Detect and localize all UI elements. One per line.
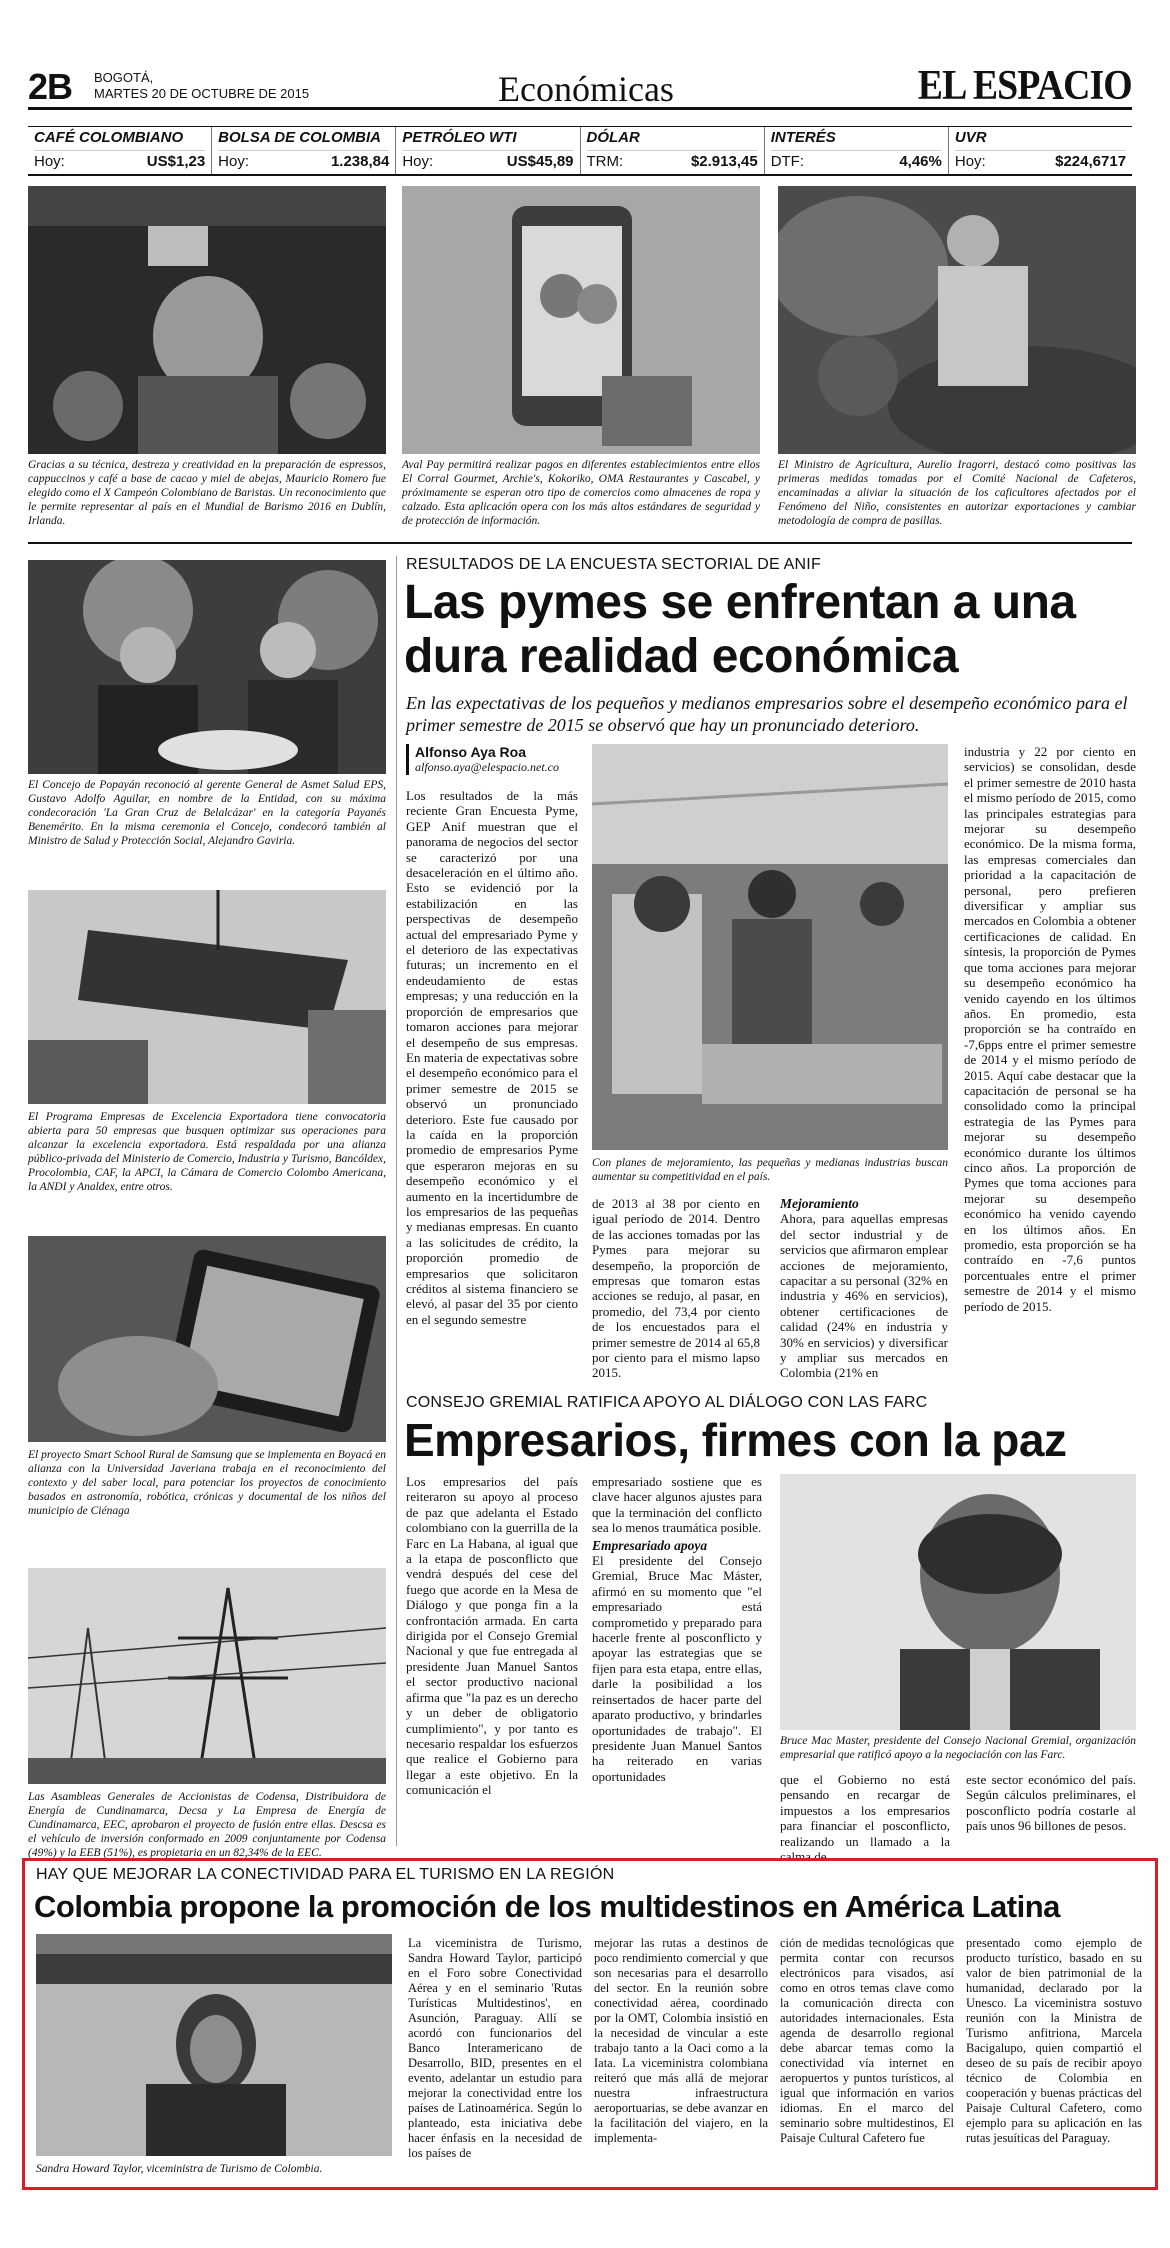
caption-barista: Gracias a su técnica, destreza y creatividad en la preparación de espressos, cappuccinos y café a base de cacao y miel de abejas, Mauricio Romero fue elegido como el X Campeón Colombiano de Baristas. Un reconocimiento que le permite representar al país en el Mundial de Barismo 2016 en Dublín, Irlanda. bbox=[28, 459, 386, 527]
divider bbox=[28, 542, 1132, 544]
article1-kicker: RESULTADOS DE LA ENCUESTA SECTORIAL DE ANIF bbox=[406, 556, 821, 573]
article3-column-2: mejorar las rutas a destinos de poco rendimiento comercial y que son necesarias para el desarrollo del sector. En la reunión sobre conectividad aérea, coordinado por la OMT, Colombia insistió en la necesidad de vincular a este trabajo tanto a la Oaci como a la Iata. La viceministra colombiana reiteró que más allá de mejorar nuestra infraestructura aeroportuarias, se debe avanzar en la facilitación del viajero, en la implementa- bbox=[594, 1936, 768, 2145]
article2-subhead: Empresariado apoya bbox=[592, 1537, 708, 1553]
author-name: Alfonso Aya Roa bbox=[415, 744, 526, 760]
indicator-uvr: UVR Hoy: $224,6717 bbox=[954, 129, 1127, 170]
popayan-council-photo bbox=[28, 560, 386, 774]
factory-workers-photo bbox=[592, 744, 948, 1150]
author-email: alfonso.aya@elespacio.net.co bbox=[415, 760, 560, 774]
dateline bbox=[94, 70, 309, 102]
article1-subhead: Mejoramiento bbox=[780, 1196, 859, 1211]
indicator-cafe: CAFÉ COLOMBIANO Hoy: US$1,23 bbox=[28, 127, 212, 174]
masthead bbox=[28, 62, 1132, 110]
indicator-interes: INTERÉS DTF: 4,46% bbox=[765, 127, 949, 174]
article1-column-4: industria y 22 por ciento en servicios) se consolidan, desde el primer semestre de 2010 hasta el mismo período de 2015, como las principales estrategias para mejorar su desempeño económico. De la misma forma, las empresas comerciales dan prioridad a la capacitación de personal, pero prefieren diversificar y ampliar sus mercados en Colombia a obtener certificaciones de calidad. En síntesis, la proporción de Pymes que toma acciones para mejorar su desempeño económico ha venido cayendo en los últimos años. En promedio, esta proporción se ha contraído en -7,6pps entre el primer semestre de 2014 y el mismo período de 2015. Aquí cabe destacar que la capacitación de personal se ha consolidado como la principal estrategia de las Pymes para mejorar su desempeño económico durante los últimos cinco años. La proporción de Pymes que toma acciones para mejorar su desempeño económico ha venido cayendo en los últimos años. En promedio, esta proporción se ha contraído en -7,6 puntos porcentuales entre el primer semestre de 2014 y el mismo período de 2015. bbox=[964, 744, 1136, 1314]
city: BOGOTÁ, bbox=[94, 70, 154, 85]
article2-headline: Empresarios, firmes con la paz bbox=[404, 1414, 1067, 1466]
article2-kicker: CONSEJO GREMIAL RATIFICA APOYO AL DIÁLOGO CON LAS FARC bbox=[406, 1394, 928, 1411]
article1-column-2: de 2013 al 38 por ciento en igual período de 2014. Dentro de las acciones tomadas por las Pymes para mejorar su desempeño, la proporción de empresas que tomaron estas acciones se redujo, al pasar, en promedio, del 73,4 por ciento de los encuestados para el primer semestre de 2014 al 65,8 por ciento para el mismo lapso 2015. bbox=[592, 1196, 760, 1381]
article1-headline: Las pymes se enfrentan a una dura realidad económica bbox=[404, 576, 1076, 683]
caption-factory: Con planes de mejoramiento, las pequeñas y medianas industrias buscan aumentar su competitividad en el país. bbox=[592, 1157, 948, 1183]
bruce-mac-master-photo bbox=[780, 1474, 1136, 1730]
caption-popayan: El Concejo de Popayán reconoció al gerente General de Asmet Salud EPS, Gustavo Adolfo Aguilar, en nombre de la Entidad, con su máxima condecoración 'La Gran Cruz de Belalcázar' en la categoría Payanés Benemérito. En la misma ceremonia el Concejo, condecoró también al Ministro de Salud y Protección Social, Alejandro Gaviria. bbox=[28, 779, 386, 847]
article1-column-3: Mejoramiento Ahora, para aquellas empresas del sector industrial y de servicios que afirmaron emplear acciones de mejoramiento, capacitar a su personal (32% en industria y 46% en servicios), obtener certificaciones de calidad (24% en industria y 30% en servicios) y diversificar y ampliar sus mercados en Colombia (21% en bbox=[780, 1196, 948, 1381]
article2-column-2: empresariado sostiene que es clave hacer algunos ajustes para que la terminación del conflicto sea lo menos traumática posible. Empresariado apoya El presidente del Consejo Gremial, Bruce Mac Máster, afirmó en su momento que "el empresariado está comprometido y preparado para hacerle frente al posconflicto y apoyar las estrategias que se fijen para esta etapa, entre ellas, darle la posibilidad a los reinsertados de hacer parte del aparato productivo, y brindarles oportunidades de trabajo". El presidente Juan Manuel Santos ha reiterado en varias oportunidades bbox=[592, 1474, 762, 1784]
newspaper-logo: EL ESPACIO bbox=[917, 63, 1132, 109]
article1-column-1: Los resultados de la más reciente Gran Encuesta Pyme, GEP Anif muestran que el panorama de negocios del sector se caracterizó por una desaceleración en el último año. Esto se evidenció por la estabilización en las perspectivas de desempeño actual del empresariado Pyme y el deterioro de las expectativas futuras; un incremento en el endeudamiento de estas empresas; y una reducción en la proporción de empresarios que tomaron acciones para mejorar el desempeño de sus empresas. En materia de expectativas sobre el desempeño económico para el primer semestre de 2015 se observó un pronunciado deterioro. Este fue causado por la caída en la proporción promedio de empresarios Pyme que esperaron mejoras en su desempeño económico y el aumento en la incertidumbre de los empresarios de las pequeñas y medianas empresas. En cuanto a las solicitudes de crédito, la proporción promedio de empresarios que solicitaron créditos al sistema financiero se elevó, al pasar del 35 por ciento en el segundo semestre bbox=[406, 788, 578, 1327]
indicator-bolsa: BOLSA DE COLOMBIA Hoy: 1.238,84 bbox=[212, 127, 396, 174]
article3-column-4: presentado como ejemplo de producto turístico, basado en su valor de bien patrimonial de la humanidad, declarado por la Unesco. La viceministra sostuvo reunión con la Ministra de Turismo anfitriona, Marcela Bacigalupo, quien compartió el deseo de su país de recibir apoyo técnico de Colombia en cooperación y buenas prácticas del Paisaje Cultural Cafetero, como ejemplo para su aplicación en las rutas jesuíticas del Paraguay. bbox=[966, 1936, 1142, 2145]
aval-pay-illustration bbox=[402, 186, 760, 454]
page-number: 2B bbox=[28, 66, 73, 107]
viceministra-photo bbox=[36, 1934, 392, 2156]
article2-column-1: Los empresarios del país reiteraron su apoyo al proceso de paz que adelanta el Estado colombiano con la guerrilla de la Farc en La Habana, al igual que a la etapa de posconflicto que vendrá después del cese del fuego que acorde en la Mesa de Diálogo y que ponga fin a la confrontación armada. En carta dirigida por el Consejo Gremial Nacional y que fue entregada al presidente Juan Manuel Santos el sector productivo nacional afirma que "la paz es un derecho y un deber de obligatorio cumplimiento", y por tanto es necesario respaldar los esfuerzos que realice el Gobierno para llegar a este objetivo. En la comunicación el bbox=[406, 1474, 578, 1798]
caption-codensa: Las Asambleas Generales de Accionistas de Codensa, Distribuidora de Energía de Cundinamarca, Decsa y La Empresa de Energía de Cundinamarca, EEC, aprobaron el proyecto de fusión entre ellas. Descsa es el vehículo de inversión conformado en 2009 conjuntamente por Codensa (49%) y la EEB (51%), es propietaria en un 82,34% de la EEC. bbox=[28, 1791, 386, 1859]
article1-deck: En las expectativas de los pequeños y medianos empresarios sobre el desempeño económico para el primer semestre de 2015 se observó que hay un pronunciado deterioro. bbox=[406, 693, 1128, 735]
market-indicators bbox=[28, 126, 1132, 176]
power-lines-photo bbox=[28, 1568, 386, 1784]
column-rule bbox=[396, 556, 397, 1846]
indicator-petroleo: PETRÓLEO WTI Hoy: US$45,89 bbox=[396, 127, 580, 174]
caption-smart-school: El proyecto Smart School Rural de Samsung que se implementa en Boyacá en alianza con la Universidad Javeriana trabaja en el reconocimiento del contexto y del saber local, para potenciar los proyectos de conocimiento basados en astronomía, robótica, crónicas y documental de los niños del municipio de Ciénaga bbox=[28, 1449, 386, 1517]
caption-viceministra: Sandra Howard Taylor, viceministra de Turismo de Colombia. bbox=[36, 2163, 323, 2175]
caption-agriculture-minister: El Ministro de Agricultura, Aurelio Iragorri, destacó como positivas las primeras medidas tomadas por el Comité Nacional de Cafeteros, encaminadas a aliviar la situación de los caficultores afectados por el Fenómeno del Niño, consistentes en autorizar exportaciones y cambiar metodología de compra de pasillas. bbox=[778, 459, 1136, 527]
article3-kicker: HAY QUE MEJORAR LA CONECTIVIDAD PARA EL TURISMO EN LA REGIÓN bbox=[36, 1866, 615, 1883]
barista-champion-photo bbox=[28, 186, 386, 454]
coffee-farmer-photo bbox=[778, 186, 1136, 454]
article3-column-1: La viceministra de Turismo, Sandra Howard Taylor, participó en el Foro sobre Conectividad Aérea y en el seminario 'Rutas Turísticas Multidestinos', en Asunción, Paraguay. Allí se acordó con funcionarios del Banco Interamericano de Desarrollo, BID, presentes en el evento, adelantar un estudio para mejorar la conectividad entre los países de Latinoamérica. Según lo planteado, esta iniciativa debe hacer énfasis en la necesidad de los países de bbox=[408, 1936, 582, 2160]
indicator-dolar: DÓLAR TRM: $2.913,45 bbox=[581, 127, 765, 174]
caption-exporters: El Programa Empresas de Excelencia Exportadora tiene convocatoria abierta para 50 empresas que busquen optimizar sus operaciones para alcanzar la excelencia exportadora. Está respaldada por una alianza público-privada del Ministerio de Comercio, Industria y Turismo, Bancóldex, Procolombia, CAF, la APCI, la Cámara de Comercio Colombo Americana, la ANDI y Analdex, entre otros. bbox=[28, 1111, 386, 1193]
caption-bruce-mac-master: Bruce Mac Master, presidente del Consejo Nacional Gremial, organización empresarial que ratificó apoyo a la negociación con las Farc. bbox=[780, 1735, 1136, 1761]
article2-column-4: este sector económico del país. Según cálculos preliminares, el posconflicto podría costarle al país unos 96 billones de pesos. bbox=[966, 1772, 1136, 1834]
article3-headline: Colombia propone la promoción de los multidestinos en América Latina bbox=[34, 1889, 1060, 1924]
section-title: Económicas bbox=[498, 69, 674, 109]
article2-column-3: que el Gobierno no está pensando en recargar de impuestos a los empresarios para financiar el posconflicto, realizando un llamado a la calma de bbox=[780, 1772, 950, 1865]
date: MARTES 20 DE OCTUBRE DE 2015 bbox=[94, 86, 310, 101]
shipping-container-photo bbox=[28, 890, 386, 1104]
smart-school-tablet-photo bbox=[28, 1236, 386, 1442]
article1-byline bbox=[406, 744, 566, 775]
article3-column-3: ción de medidas tecnológicas que permita contar con recursos electrónicos para visados, así como en otros temas clave como la comunicación directa con autoridades internacionales. Esta agenda de desarrollo regional debe abarcar temas como la conectividad vía internet en aeropuertos y puntos turísticos, al igual que información en varios idiomas. En el marco del seminario sobre multidestinos, El Paisaje Cultural Cafetero fue bbox=[780, 1936, 954, 2145]
caption-aval-pay: Aval Pay permitirá realizar pagos en diferentes establecimientos entre ellos El Corral Gourmet, Archie's, Kokoriko, OMA Restaurantes y Cascabel, y próximamente se esperan otro tipo de comercios como almacenes de ropa y calzado. Esta aplicación opera con los más altos estándares de seguridad y de protección de información. bbox=[402, 459, 760, 527]
